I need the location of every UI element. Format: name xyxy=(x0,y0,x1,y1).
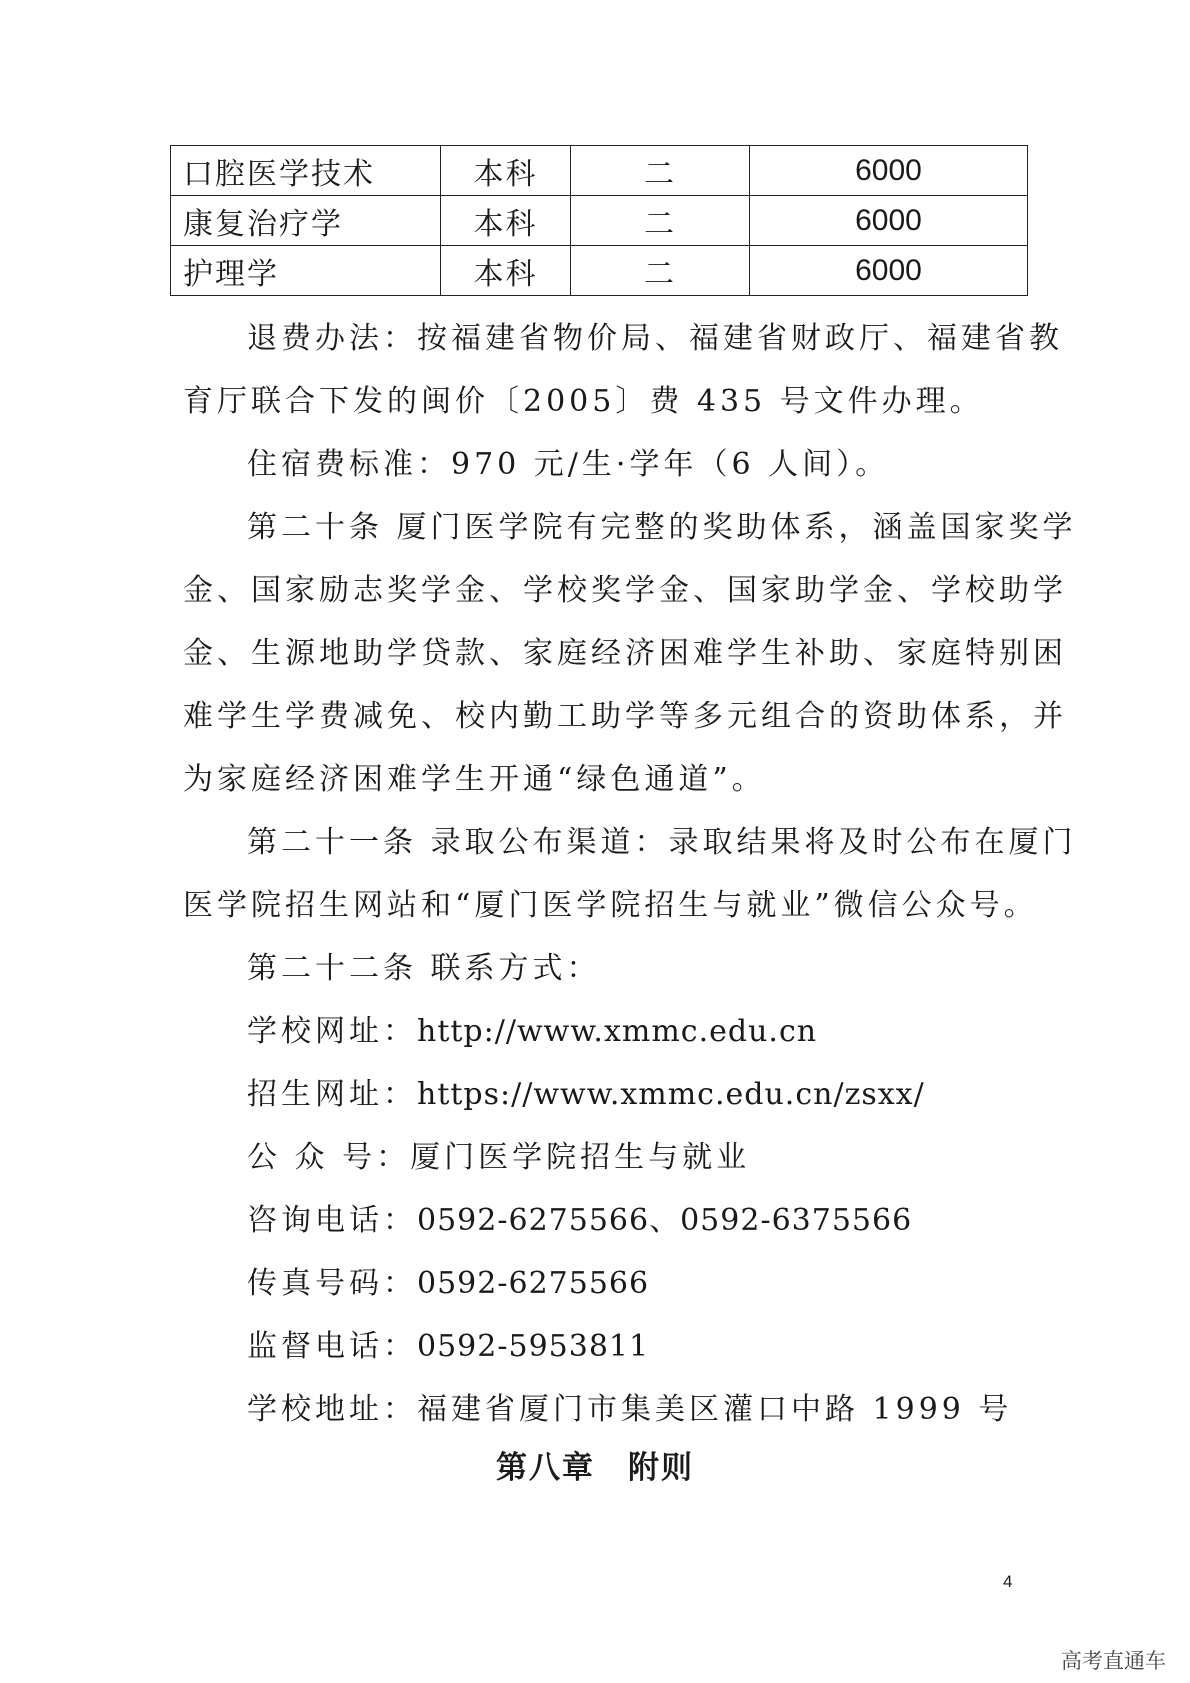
fax-label: 传真号码： xyxy=(247,1266,417,1301)
article-20-line-1: 第二十条 厦门医学院有完整的奖助体系，涵盖国家奖学 xyxy=(247,510,1077,545)
tuition-table xyxy=(170,145,1028,296)
wechat-account: 厦门医学院招生与就业 xyxy=(410,1140,751,1175)
article-21-line-1: 第二十一条 录取公布渠道：录取结果将及时公布在厦门 xyxy=(247,825,1077,860)
article-20-line-4: 难学生学费减免、校内勤工助学等多元组合的资助体系，并 xyxy=(183,699,1067,734)
table-row xyxy=(171,246,1028,296)
article-22-heading: 第二十二条 联系方式： xyxy=(247,951,601,986)
batch-cell: 二 xyxy=(571,246,750,296)
major-cell: 康复治疗学 xyxy=(171,196,441,246)
phone-row xyxy=(247,1195,912,1239)
address-label: 学校地址： xyxy=(247,1392,417,1427)
fee-cell: 6000 xyxy=(750,196,1028,246)
admission-row xyxy=(247,1069,925,1113)
refund-line-2: 育厅联合下发的闽价〔2005〕费 435 号文件办理。 xyxy=(183,384,984,419)
article-20-line-3: 金、生源地助学贷款、家庭经济困难学生补助、家庭特别困 xyxy=(183,636,1067,671)
supervision-number: 0592-5953811 xyxy=(417,1329,650,1364)
fax-row xyxy=(247,1258,649,1302)
website-label: 学校网址： xyxy=(247,1014,417,1049)
fax-number: 0592-6275566 xyxy=(417,1266,650,1301)
wechat-label: 公 众 号： xyxy=(247,1140,411,1175)
table-row xyxy=(171,196,1028,246)
article-21-line-2: 医学院招生网站和“厦门医学院招生与就业”微信公众号。 xyxy=(183,888,1038,923)
level-cell: 本科 xyxy=(441,196,571,246)
major-cell: 护理学 xyxy=(171,246,441,296)
address-row xyxy=(247,1384,1012,1428)
website-link[interactable]: http://www.xmmc.edu.cn xyxy=(417,1014,818,1049)
fee-cell: 6000 xyxy=(750,146,1028,196)
page-number: 4 xyxy=(1003,1572,1013,1591)
table-row xyxy=(171,146,1028,196)
wechat-row xyxy=(247,1132,750,1176)
level-cell: 本科 xyxy=(441,246,571,296)
batch-cell: 二 xyxy=(571,196,750,246)
admission-link[interactable]: https://www.xmmc.edu.cn/zsxx/ xyxy=(417,1077,925,1112)
phone-label: 咨询电话： xyxy=(247,1203,417,1238)
fee-cell: 6000 xyxy=(750,246,1028,296)
dorm-fee: 住宿费标准：970 元/生·学年（6 人间）。 xyxy=(247,447,890,482)
watermark: 高考直通车 xyxy=(1061,1649,1166,1673)
refund-line-1: 退费办法：按福建省物价局、福建省财政厅、福建省教 xyxy=(247,321,1063,356)
batch-cell: 二 xyxy=(571,146,750,196)
school-address: 福建省厦门市集美区灌口中路 1999 号 xyxy=(417,1392,1013,1427)
supervision-row xyxy=(247,1321,649,1365)
phone-number: 0592-6275566、0592-6375566 xyxy=(417,1203,913,1238)
level-cell: 本科 xyxy=(441,146,571,196)
article-20-line-2: 金、国家励志奖学金、学校奖学金、国家助学金、学校助学 xyxy=(183,573,1067,608)
article-20-line-5: 为家庭经济困难学生开通“绿色通道”。 xyxy=(183,762,766,797)
admission-label: 招生网址： xyxy=(247,1077,417,1112)
major-cell: 口腔医学技术 xyxy=(171,146,441,196)
website-row xyxy=(247,1006,817,1050)
chapter-title: 第八章 附则 xyxy=(496,1450,694,1486)
supervision-label: 监督电话： xyxy=(247,1329,417,1364)
